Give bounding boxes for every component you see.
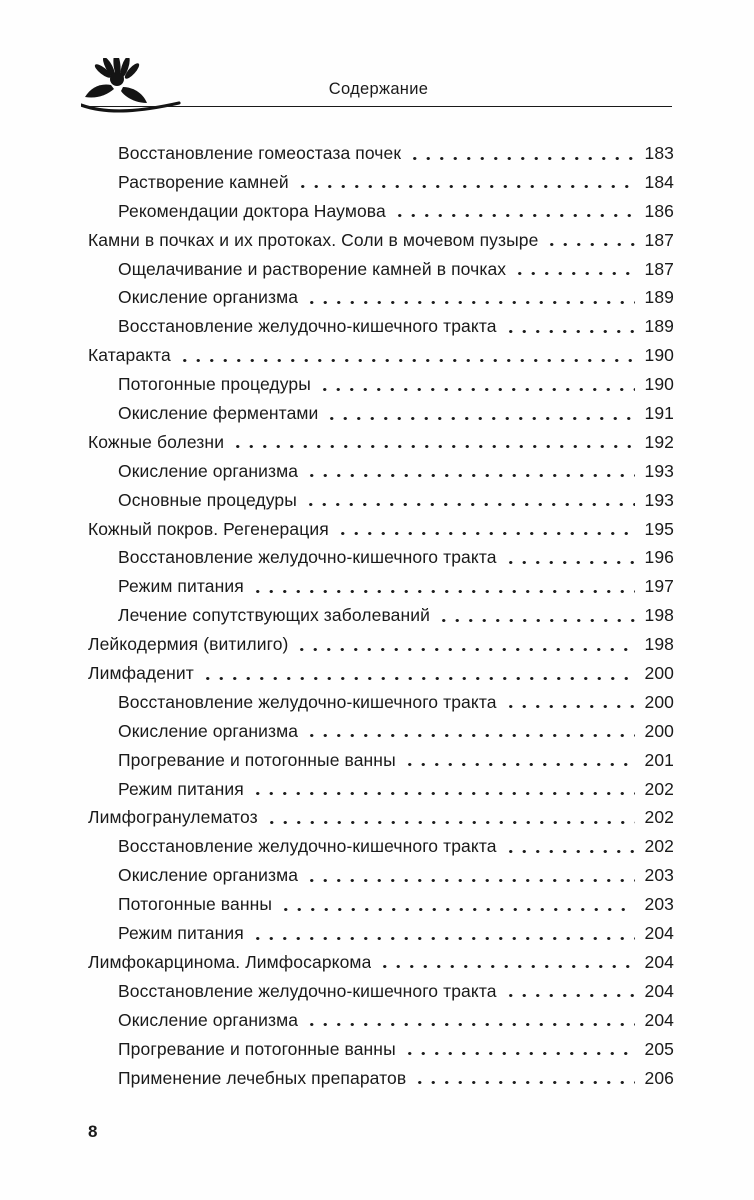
toc-entry-label: Рекомендации доктора Наумова	[118, 200, 386, 221]
toc-entry	[88, 139, 674, 168]
toc-entry-page: 200	[644, 663, 674, 684]
toc-entry	[88, 746, 674, 775]
toc-entry-page: 190	[644, 374, 674, 395]
toc-entry	[88, 515, 674, 544]
toc-entry-label: Восстановление желудочно-кишечного тракта	[118, 836, 497, 857]
toc-entry-label: Режим питания	[118, 923, 244, 944]
toc-entry-label: Восстановление желудочно-кишечного тракта	[118, 980, 497, 1001]
toc-leader-dots	[504, 688, 635, 717]
toc-leader-dots	[413, 1064, 635, 1093]
toc-entry-page: 203	[644, 865, 674, 886]
toc-entry	[88, 630, 674, 659]
toc-entry-page: 200	[644, 691, 674, 712]
toc-entry-label: Окисление организма	[118, 865, 299, 886]
toc-entry-label: Восстановление желудочно-кишечного тракта	[118, 691, 497, 712]
toc-leader-dots	[231, 428, 635, 457]
toc-entry-page: 186	[644, 200, 674, 221]
toc-entry-page: 198	[644, 634, 674, 655]
toc-leader-dots	[403, 746, 635, 775]
toc-entry-page: 206	[644, 1067, 674, 1088]
toc-entry-page: 202	[644, 778, 674, 799]
toc-entry	[88, 717, 674, 746]
toc-entry-label: Лейкодермия (витилиго)	[88, 634, 289, 655]
toc-entry-label: Окисление организма	[118, 1009, 299, 1030]
page-number: 8	[88, 1122, 98, 1141]
toc-entry-label: Потогонные ванны	[118, 894, 273, 915]
toc-leader-dots	[437, 601, 635, 630]
toc-entry-page: 196	[644, 547, 674, 568]
toc-entry-page: 202	[644, 807, 674, 828]
toc-entry-page: 204	[644, 923, 674, 944]
toc-entry-page: 183	[644, 143, 674, 163]
toc-leader-dots	[305, 283, 635, 312]
toc-entry	[88, 197, 674, 226]
toc-leader-dots	[504, 543, 635, 572]
toc-leader-dots	[251, 919, 635, 948]
toc-entry-label: Лечение сопутствующих заболеваний	[118, 605, 431, 626]
toc-entry	[88, 283, 674, 312]
toc-leader-dots	[513, 255, 635, 284]
toc-leader-dots	[178, 341, 635, 370]
toc-entry	[88, 601, 674, 630]
toc-entry-page: 204	[644, 951, 674, 972]
toc-entry	[88, 803, 674, 832]
toc-entry-page: 195	[644, 518, 674, 539]
toc-entry-page: 189	[644, 316, 674, 337]
toc-leader-dots	[201, 659, 635, 688]
toc-entry-label: Кожный покров. Регенерация	[88, 518, 329, 539]
page-header	[85, 60, 672, 107]
toc-leader-dots	[393, 197, 635, 226]
toc-entry-label: Лимфокарцинома. Лимфосаркома	[88, 951, 372, 972]
toc-entry	[88, 1006, 674, 1035]
toc-entry	[88, 370, 674, 399]
toc-entry-label: Ощелачивание и растворение камней в почках	[118, 258, 507, 279]
toc-leader-dots	[304, 486, 635, 515]
toc-entry-page: 205	[644, 1038, 674, 1059]
toc-leader-dots	[504, 832, 635, 861]
toc-entry-label: Применение лечебных препаратов	[118, 1067, 407, 1088]
toc-entry-label: Лимфогранулематоз	[88, 807, 258, 828]
toc-leader-dots	[408, 139, 635, 168]
toc-entry-label: Катаракта	[88, 345, 171, 366]
toc-leader-dots	[295, 630, 635, 659]
toc-leader-dots	[545, 226, 635, 255]
toc-entry-label: Восстановление гомеостаза почек	[118, 143, 402, 163]
toc-entry-page: 187	[644, 258, 674, 279]
toc-entry	[88, 226, 674, 255]
toc-leader-dots	[305, 457, 635, 486]
toc-entry	[88, 659, 674, 688]
toc-entry-label: Окисление ферментами	[118, 403, 319, 424]
toc-entry	[88, 919, 674, 948]
toc-entry-page: 203	[644, 894, 674, 915]
toc-entry	[88, 572, 674, 601]
toc-entry	[88, 1035, 674, 1064]
table-of-contents	[88, 139, 674, 1092]
toc-leader-dots	[305, 861, 635, 890]
toc-entry-label: Прогревание и потогонные ванны	[118, 749, 396, 770]
toc-entry-page: 193	[644, 460, 674, 481]
toc-entry-label: Окисление организма	[118, 460, 299, 481]
toc-entry	[88, 948, 674, 977]
toc-leader-dots	[305, 717, 635, 746]
toc-leader-dots	[318, 370, 635, 399]
toc-leader-dots	[504, 977, 635, 1006]
toc-entry	[88, 341, 674, 370]
toc-entry	[88, 168, 674, 197]
toc-entry-label: Режим питания	[118, 778, 244, 799]
header-rule	[85, 106, 672, 108]
toc-entry-label: Лимфаденит	[88, 663, 194, 684]
toc-entry-page: 189	[644, 287, 674, 308]
toc-entry-page: 191	[644, 403, 674, 424]
toc-entry	[88, 543, 674, 572]
toc-entry-page: 201	[644, 749, 674, 770]
toc-entry-label: Окисление организма	[118, 287, 299, 308]
toc-entry	[88, 1064, 674, 1093]
toc-entry	[88, 861, 674, 890]
toc-leader-dots	[251, 775, 635, 804]
toc-leader-dots	[265, 803, 635, 832]
toc-entry	[88, 399, 674, 428]
toc-leader-dots	[279, 890, 635, 919]
toc-leader-dots	[325, 399, 635, 428]
toc-entry	[88, 890, 674, 919]
toc-entry-page: 193	[644, 489, 674, 510]
toc-leader-dots	[504, 312, 635, 341]
toc-entry-label: Прогревание и потогонные ванны	[118, 1038, 396, 1059]
toc-entry	[88, 255, 674, 284]
toc-entry	[88, 775, 674, 804]
toc-leader-dots	[296, 168, 635, 197]
toc-leader-dots	[403, 1035, 635, 1064]
toc-entry-label: Режим питания	[118, 576, 244, 597]
toc-entry-page: 204	[644, 980, 674, 1001]
toc-entry-label: Камни в почках и их протоках. Соли в мочевом пузыре	[88, 229, 539, 250]
toc-leader-dots	[305, 1006, 635, 1035]
toc-entry-page: 200	[644, 720, 674, 741]
toc-entry-page: 184	[644, 171, 674, 192]
page-header-title: Содержание	[328, 80, 429, 98]
toc-entry-label: Растворение камней	[118, 171, 289, 192]
toc-entry	[88, 312, 674, 341]
toc-entry	[88, 832, 674, 861]
toc-entry-page: 198	[644, 605, 674, 626]
toc-entry-label: Восстановление желудочно-кишечного тракта	[118, 547, 497, 568]
toc-entry-label: Кожные болезни	[88, 431, 225, 452]
toc-entry-page: 192	[644, 431, 674, 452]
toc-entry-label: Основные процедуры	[118, 489, 297, 510]
toc-entry-label: Окисление организма	[118, 720, 299, 741]
toc-entry	[88, 688, 674, 717]
toc-entry	[88, 486, 674, 515]
toc-entry	[88, 977, 674, 1006]
toc-entry-page: 204	[644, 1009, 674, 1030]
toc-leader-dots	[378, 948, 635, 977]
toc-leader-dots	[251, 572, 635, 601]
toc-entry-page: 190	[644, 345, 674, 366]
toc-entry-page: 202	[644, 836, 674, 857]
toc-entry-label: Восстановление желудочно-кишечного тракта	[118, 316, 497, 337]
toc-entry-page: 197	[644, 576, 674, 597]
toc-leader-dots	[336, 515, 635, 544]
toc-entry	[88, 428, 674, 457]
toc-entry	[88, 457, 674, 486]
toc-entry-label: Потогонные процедуры	[118, 374, 311, 395]
toc-entry-page: 187	[644, 229, 674, 250]
